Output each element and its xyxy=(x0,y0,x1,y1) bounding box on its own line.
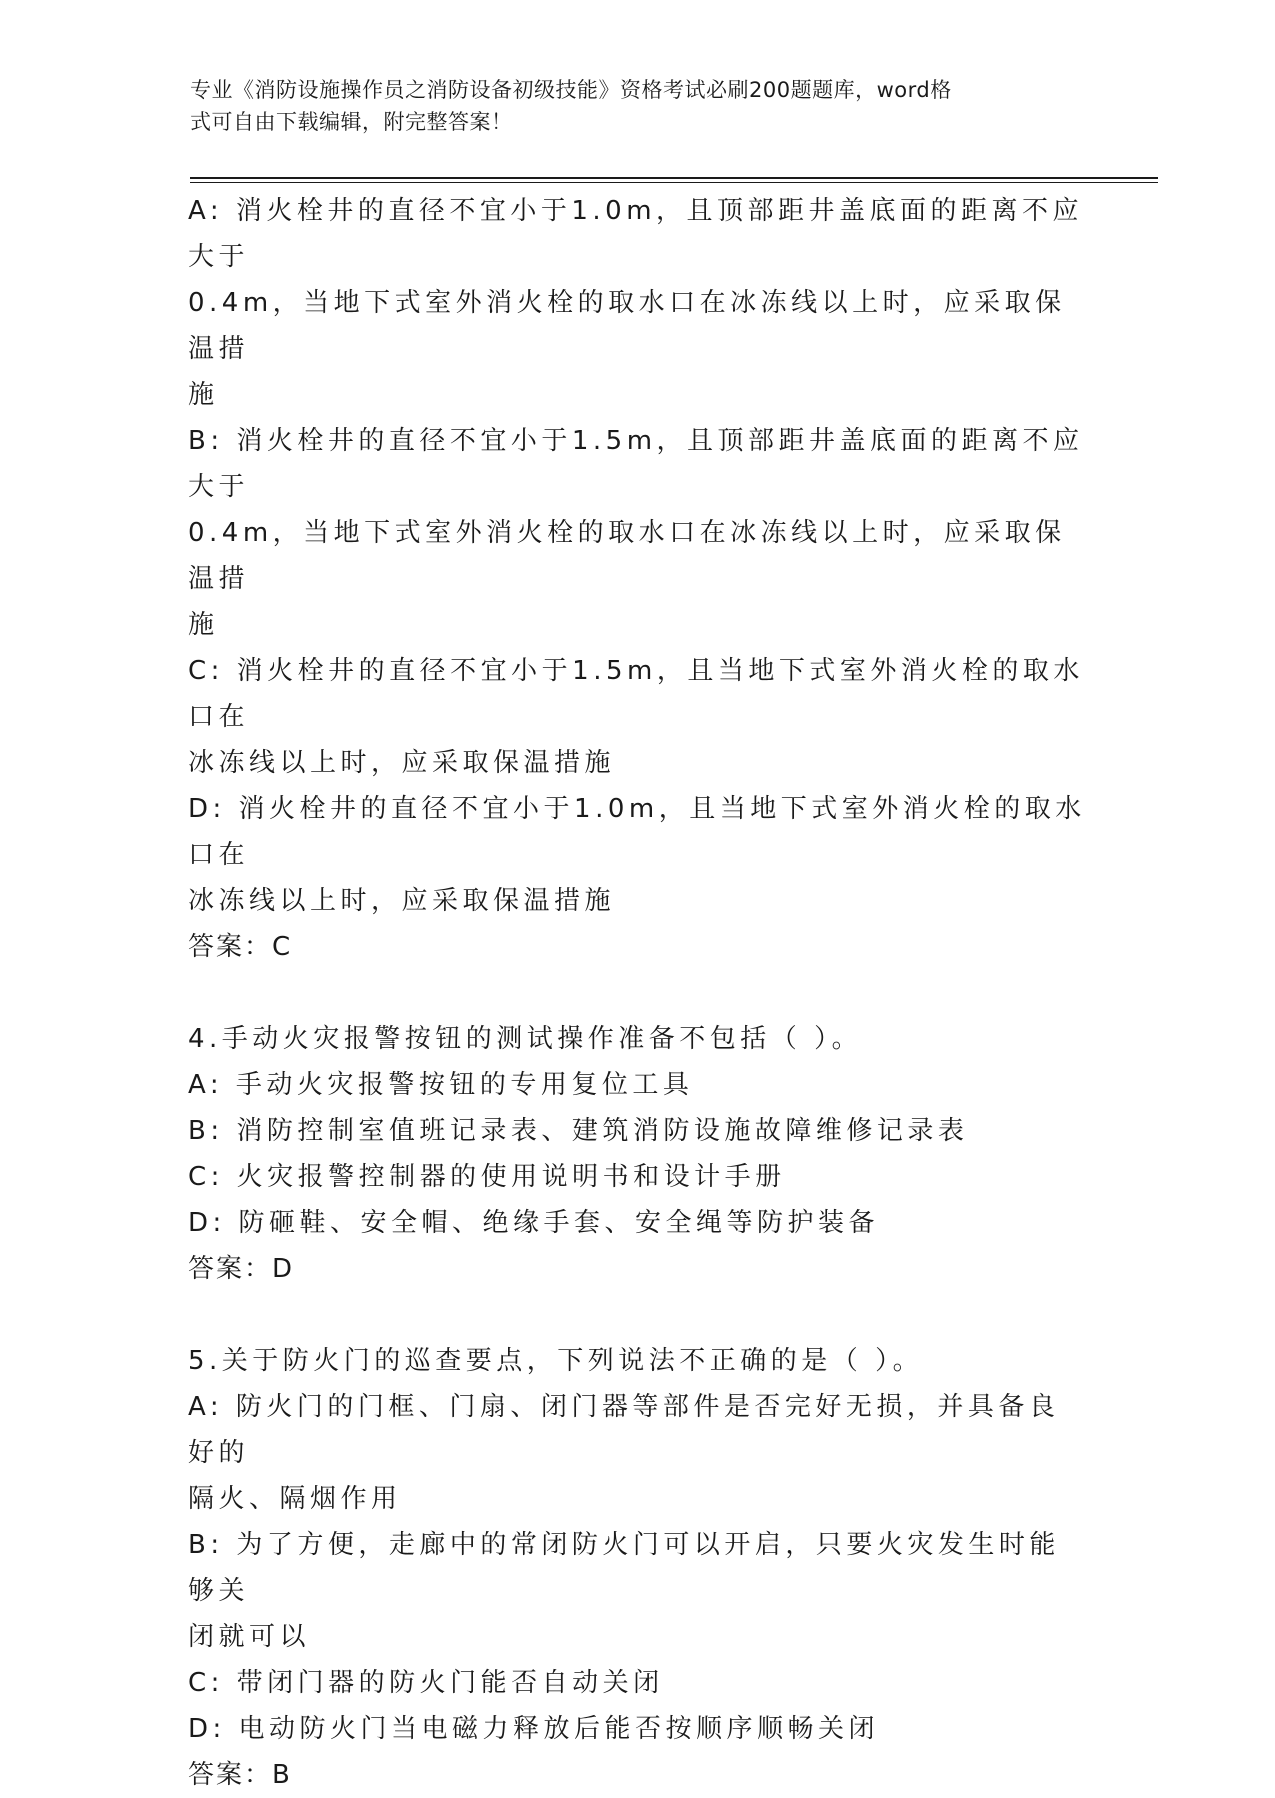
q3-option-d xyxy=(188,786,1088,924)
question-5-block xyxy=(188,1338,1088,1798)
header-divider-thin xyxy=(190,182,1158,183)
q4-option-a: A: 手动火灾报警按钮的专用复位工具 xyxy=(188,1070,694,1100)
question-4-block xyxy=(188,1016,1088,1292)
q3-option-c-line-2: 冰冻线以上时，应采取保温措施 xyxy=(188,748,616,778)
q5-option-a-line-1: A: 防火门的门框、门扇、闭门器等部件是否完好无损，并具备良好的 xyxy=(188,1392,1060,1468)
q4-answer: 答案：D xyxy=(188,1254,295,1284)
q5-answer: 答案：B xyxy=(188,1760,292,1790)
question-3-block xyxy=(188,188,1088,970)
q3-option-b xyxy=(188,418,1088,648)
question-content xyxy=(188,188,1088,1798)
q5-option-a xyxy=(188,1384,1088,1522)
document-header xyxy=(190,74,1070,138)
q3-option-c xyxy=(188,648,1088,786)
q3-option-d-line-1: D: 消火栓井的直径不宜小于1.0m，且当地下式室外消火栓的取水口在 xyxy=(188,794,1086,870)
header-line-2: 式可自由下载编辑，附完整答案！ xyxy=(190,110,513,134)
q3-option-a xyxy=(188,188,1088,418)
q4-question: 4.手动火灾报警按钮的测试操作准备不包括（ ）。 xyxy=(188,1024,863,1054)
q5-option-a-line-2: 隔火、隔烟作用 xyxy=(188,1484,402,1514)
q3-answer: 答案：C xyxy=(188,932,293,962)
q3-option-b-line-2: 0.4m，当地下式室外消火栓的取水口在冰冻线以上时，应采取保温措 xyxy=(188,518,1066,594)
header-divider-thick xyxy=(190,177,1158,179)
q3-option-c-line-1: C: 消火栓井的直径不宜小于1.5m，且当地下式室外消火栓的取水口在 xyxy=(188,656,1084,732)
q3-option-d-line-2: 冰冻线以上时，应采取保温措施 xyxy=(188,886,616,916)
question-spacer xyxy=(188,1292,1088,1338)
q4-option-d: D: 防砸鞋、安全帽、绝缘手套、安全绳等防护装备 xyxy=(188,1208,880,1238)
question-spacer xyxy=(188,970,1088,1016)
q3-option-a-line-3: 施 xyxy=(188,380,219,410)
q5-option-b-line-2: 闭就可以 xyxy=(188,1622,311,1652)
q4-option-b: B: 消防控制室值班记录表、建筑消防设施故障维修记录表 xyxy=(188,1116,969,1146)
q3-option-a-line-2: 0.4m，当地下式室外消火栓的取水口在冰冻线以上时，应采取保温措 xyxy=(188,288,1066,364)
q5-option-c: C: 带闭门器的防火门能否自动关闭 xyxy=(188,1668,664,1698)
q5-option-b xyxy=(188,1522,1088,1660)
q5-option-d: D: 电动防火门当电磁力释放后能否按顺序顺畅关闭 xyxy=(188,1714,880,1744)
q4-option-c: C: 火灾报警控制器的使用说明书和设计手册 xyxy=(188,1162,786,1192)
q5-question: 5.关于防火门的巡查要点，下列说法不正确的是（ ）。 xyxy=(188,1346,924,1376)
q5-option-b-line-1: B: 为了方便，走廊中的常闭防火门可以开启，只要火灾发生时能够关 xyxy=(188,1530,1060,1606)
q3-option-b-line-3: 施 xyxy=(188,610,219,640)
q3-option-b-line-1: B: 消火栓井的直径不宜小于1.5m，且顶部距井盖底面的距离不应大于 xyxy=(188,426,1084,502)
q3-option-a-line-1: A: 消火栓井的直径不宜小于1.0m，且顶部距井盖底面的距离不应大于 xyxy=(188,196,1084,272)
header-line-1: 专业《消防设施操作员之消防设备初级技能》资格考试必刷200题题库，word格 xyxy=(190,78,952,102)
